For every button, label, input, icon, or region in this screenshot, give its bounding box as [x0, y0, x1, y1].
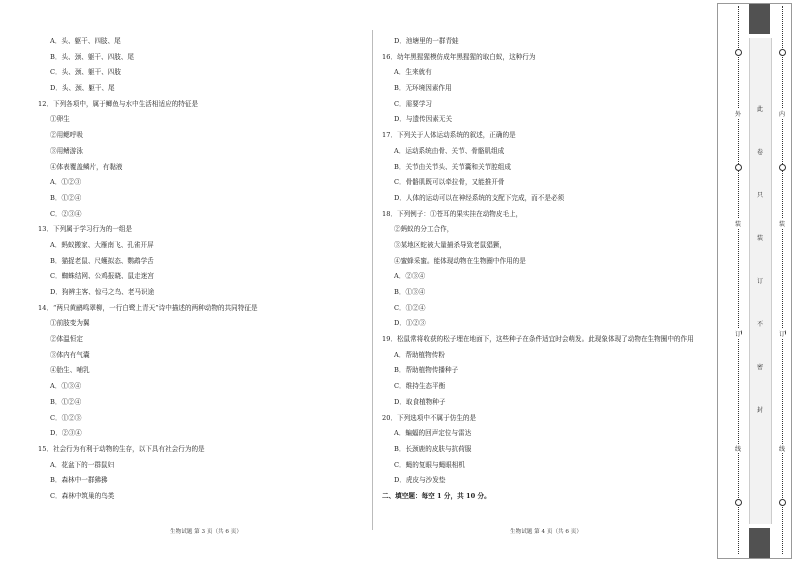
answer-option: B．长颈鹿的皮肤与抗荷服 — [394, 444, 472, 453]
answer-option: C．①②③ — [50, 413, 82, 422]
question-stem: 20．下列选项中不属于仿生的是 — [382, 413, 477, 422]
answer-option: D．①②③ — [394, 319, 426, 328]
binding-notice-char: 此 — [757, 106, 764, 113]
answer-option: C．头、颈、躯干、四肢 — [50, 68, 121, 77]
binding-hole-circle — [779, 499, 786, 506]
answer-option: A．①②③ — [50, 178, 82, 187]
question-stem: 16．幼年黑猩猩模仿成年黑猩猩的取白蚁，这种行为 — [382, 52, 536, 61]
binding-hole-circle — [779, 164, 786, 171]
binding-notice-char: 装 — [757, 235, 764, 242]
answer-option: ①卵生 — [50, 115, 70, 124]
section-heading: 二、填空题：每空 1 分，共 10 分。 — [382, 491, 491, 500]
binding-mark-char: 订 — [779, 331, 786, 338]
answer-option: D．②③④ — [50, 429, 82, 438]
binding-mark-char: 内 — [779, 111, 786, 118]
answer-option: C．骨骼肌既可以牵拉骨，又能推开骨 — [394, 178, 505, 187]
answer-option: A．①③④ — [50, 382, 82, 391]
answer-option: ④蜜蜂采蜜。能体现动物在生物圈中作用的是 — [394, 256, 526, 265]
question-stem: 19．松鼠常将收获的松子埋在地面下，这些种子在条件适宜时会萌发。此现象体现了动物在生物圈中的作用 — [382, 335, 694, 344]
answer-option: B．①②④ — [50, 397, 82, 406]
answer-option: D．头、颈、躯干、尾 — [50, 84, 115, 93]
answer-option: ②用鳃呼吸 — [50, 131, 83, 140]
question-stem: 17．下列关于人体运动系统的叙述，正确的是 — [382, 131, 516, 140]
binding-dotted-line — [738, 6, 739, 554]
answer-option: ③体内有气囊 — [50, 350, 90, 359]
answer-option: C．①②④ — [394, 303, 426, 312]
binding-notice-char: 卷 — [757, 149, 764, 156]
question-stem: 15．社会行为有利于动物的生存，以下具有社会行为的是 — [38, 444, 205, 453]
answer-option: D．虎皮与沙发垫 — [394, 476, 446, 485]
answer-option: D．与遗传因素无关 — [394, 115, 453, 124]
question-stem: 13．下列属于学习行为的一组是 — [38, 225, 133, 234]
answer-option: C．蜘蛛结网、公鸡报晓、鼠走迷宫 — [50, 272, 154, 281]
answer-option: ④胎生、哺乳 — [50, 366, 90, 375]
answer-option: B．帮助植物传播种子 — [394, 366, 459, 375]
answer-option: ②体温恒定 — [50, 335, 83, 344]
answer-option: A．运动系统由骨、关节、骨骼肌组成 — [394, 146, 505, 155]
answer-option: A．生来就有 — [394, 68, 432, 77]
binding-mark-char: 装 — [779, 221, 786, 228]
right-column — [382, 37, 704, 508]
answer-option: C．森林中筑巢的鸟类 — [50, 491, 115, 500]
answer-option: C．②③④ — [50, 209, 82, 218]
answer-option: ①前肢变为翼 — [50, 319, 90, 328]
binding-hole-circle — [735, 164, 742, 171]
answer-option: A．头、躯干、四肢、尾 — [50, 37, 121, 45]
answer-option: ②蚂蚁的分工合作， — [394, 225, 454, 234]
question-stem: 12．下列各项中，属于鲫鱼与水中生活相适应的特征是 — [38, 99, 199, 108]
column-divider — [372, 30, 373, 530]
answer-option: B．森林中一群狒狒 — [50, 476, 108, 485]
binding-dotted-line — [782, 6, 783, 554]
binding-notice-char: 不 — [757, 321, 764, 328]
question-stem: 14．“两只黄鹂鸣翠柳，一行白鹭上青天”诗中描述的两种动物的共同特征是 — [38, 303, 258, 312]
answer-option: B．关节由关节头、关节囊和关节腔组成 — [394, 162, 511, 171]
binding-notice-char: 只 — [757, 192, 764, 199]
page-footer-right: 生物试题 第 4 页（共 6 页） — [510, 529, 582, 535]
binding-hole-circle — [735, 499, 742, 506]
answer-option: C．维持生态平衡 — [394, 382, 446, 391]
answer-option: D．取食植物种子 — [394, 397, 446, 406]
binding-top-bar — [749, 4, 770, 34]
answer-option: C．需要学习 — [394, 99, 433, 108]
answer-option: D．人体的运动可以在神经系统的支配下完成，而不是必须 — [394, 193, 565, 202]
binding-hole-circle — [779, 49, 786, 56]
binding-margin — [717, 3, 792, 559]
answer-option: A．蚂蚁搬家、大雁南飞、孔雀开屏 — [50, 240, 154, 249]
answer-option: A．蝙蝠的回声定位与雷达 — [394, 429, 472, 438]
answer-option: B．①③④ — [394, 288, 426, 296]
answer-option: C．蝇的复眼与蝇眼相机 — [394, 460, 465, 469]
question-stem: 18．下列例子：①苍耳的果实挂在动物皮毛上， — [382, 209, 523, 218]
answer-option: A．花盆下的一群鼠妇 — [50, 460, 115, 469]
page-footer-left: 生物试题 第 3 页（共 6 页） — [170, 529, 242, 535]
answer-option: D．池塘里的一群青蛙 — [394, 37, 459, 45]
answer-option: ③某地区蛇被大量捕杀导致老鼠猖獗， — [394, 240, 507, 249]
binding-mark-char: 线 — [779, 446, 786, 453]
binding-bottom-bar — [749, 528, 770, 558]
left-column — [38, 37, 360, 508]
answer-option: B．无环境因素作用 — [394, 84, 452, 93]
binding-notice-char: 订 — [757, 278, 764, 285]
binding-notice-char: 密 — [757, 364, 764, 371]
binding-hole-circle — [735, 49, 742, 56]
answer-option: A．②③④ — [394, 272, 426, 281]
answer-option: B．猫捉老鼠、尺蠖拟态、鹦鹉学舌 — [50, 256, 154, 265]
answer-option: B．①②④ — [50, 193, 82, 202]
answer-option: ③用鳍游泳 — [50, 146, 83, 155]
answer-option: B．头、颈、躯干、四肢、尾 — [50, 52, 134, 61]
binding-mark-char: 装 — [735, 221, 742, 228]
answer-option: D．狗辨主客、惊弓之鸟、老马识途 — [50, 288, 155, 296]
binding-notice-char: 封 — [757, 407, 764, 414]
binding-mark-char: 外 — [735, 111, 742, 118]
answer-option: A．帮助植物传粉 — [394, 350, 445, 359]
binding-mark-char: 线 — [735, 446, 742, 453]
answer-option: ④体表覆盖鳞片，有黏液 — [50, 162, 123, 171]
binding-mark-char: 订 — [735, 331, 742, 338]
